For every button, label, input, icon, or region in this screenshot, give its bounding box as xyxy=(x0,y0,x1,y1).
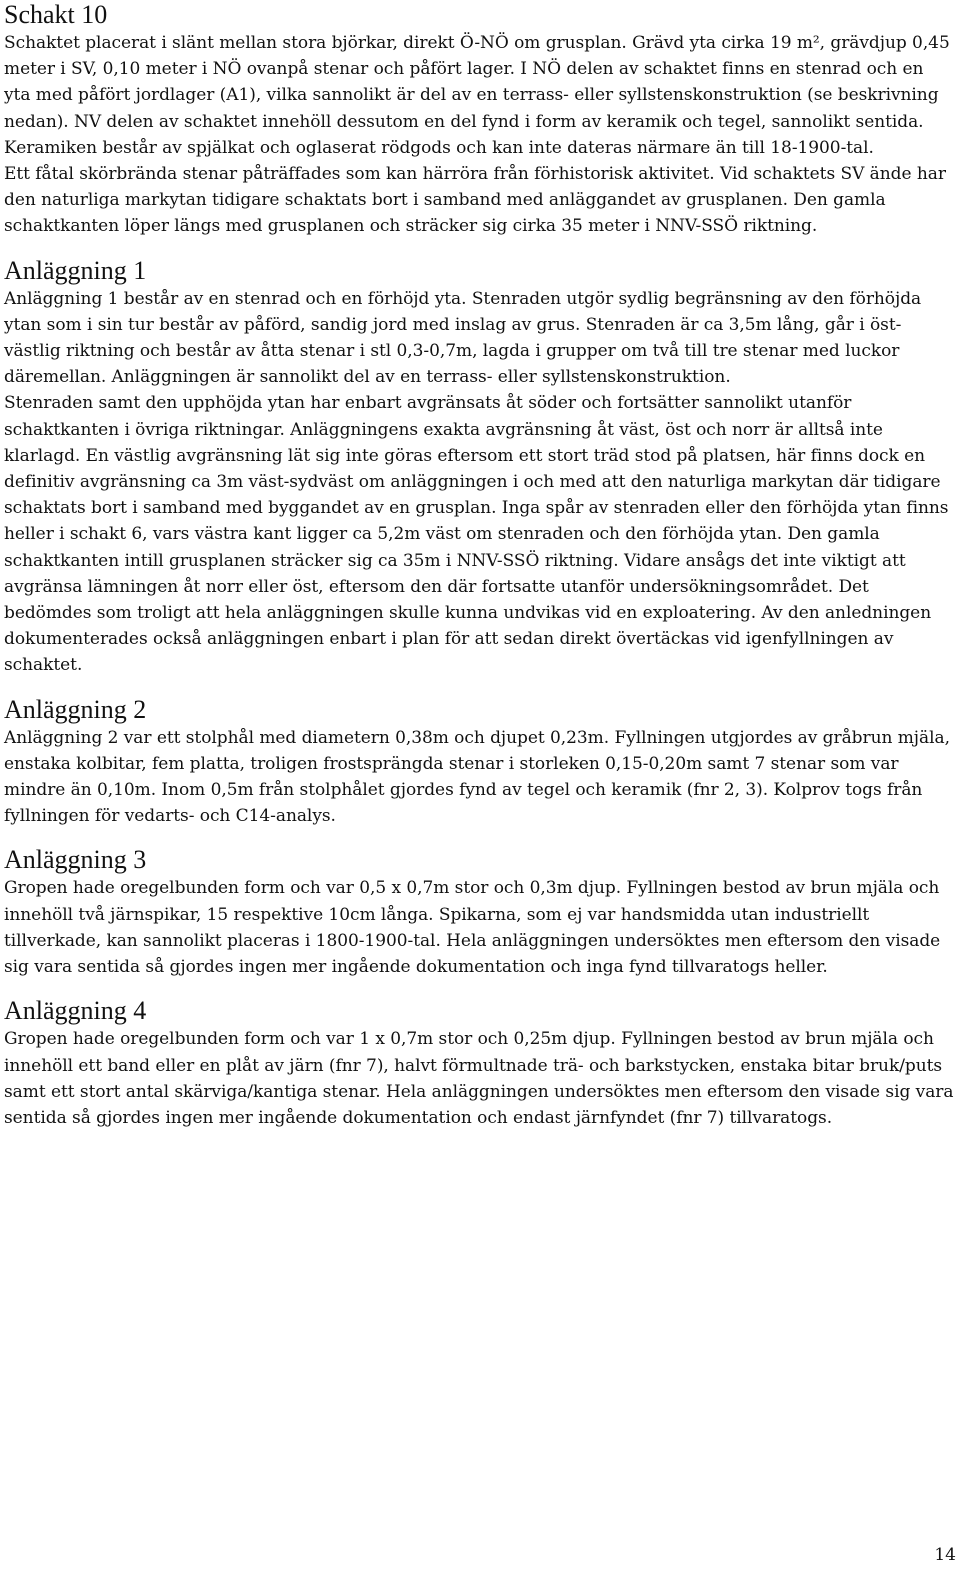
paragraph: Anläggning 1 består av en stenrad och en förhöjd yta. Stenraden utgör sydlig begränsning av den förhöjda ytan som i sin tur består av påförd, sandig jord med inslag av grus. Stenraden är ca 3,5m lång, går i öst-västlig riktning och består av åtta stenar i stl 0,3-0,7m, lagda i grupper om två till tre stenar med luckor däremellan. Anläggningen är sannolikt del av en terrass- eller syllstenskonstruktion. xyxy=(4,288,922,388)
section-heading: Anläggning 2 xyxy=(4,694,147,724)
paragraph: Stenraden samt den upphöjda ytan har enbart avgränsats åt söder och fortsätter sannolikt utanför schaktkanten i övriga riktningar. Anläggningens exakta avgränsning åt väst, öst och norr är alltså inte klarlagd. En västlig avgränsning lät sig inte göras eftersom ett stort träd stod på platsen, här finns dock en definitiv avgränsning ca 3m väst-sydväst om anläggningen i och med att den naturliga markytan där tidigare schaktats bort i samband med byggandet av en grusplan. Inga spår av stenraden eller den förhöjda ytan finns heller i schakt 6, vars västra kant ligger ca 5,2m väst om stenraden och den förhöjda ytan. Den gamla schaktkanten intill grusplanen sträcker sig ca 35m i NNV-SSÖ riktning. Vidare ansågs det inte viktigt att avgränsa lämningen åt norr eller öst, eftersom den där fortsatte utanför undersökningsområdet. Det bedömdes som troligt att hela anläggningen skulle kunna undvikas vid en exploatering. Av den anledningen dokumenterades också anläggningen enbart i plan för att sedan direkt övertäckas vid igenfyllningen av schaktet. xyxy=(4,393,949,676)
paragraph: Anläggning 2 var ett stolphål med diametern 0,38m och djupet 0,23m. Fyllningen utgjordes av gråbrun mjäla, enstaka kolbitar, fem platta, troligen frostsprängda stenar i storleken 0,15-0,20m samt 7 stenar som var mindre än 0,10m. Inom 0,5m från stolphålet gjordes fynd av tegel och keramik (fnr 2, 3). Kolprov togs från fyllningen för vedarts- och C14-analys. xyxy=(4,727,950,827)
section-anlaggning-1 xyxy=(4,256,954,679)
section-anlaggning-4 xyxy=(4,996,954,1131)
paragraph: Ett fåtal skörbrända stenar påträffades som kan härröra från förhistorisk aktivitet. Vid schaktets SV ände har den naturliga markytan tidigare schaktats bort i samband med anläggandet av grusplanen. Den gamla schaktkanten löper längs med grusplanen och sträcker sig cirka 35 meter i NNV-SSÖ riktning. xyxy=(4,164,946,237)
page-number: 14 xyxy=(934,1545,956,1565)
section-heading: Anläggning 1 xyxy=(4,255,147,285)
paragraph: Gropen hade oregelbunden form och var 0,5 x 0,7m stor och 0,3m djup. Fyllningen bestod av brun mjäla och innehöll två järnspikar, 15 respektive 10cm långa. Spikarna, som ej var handsmidda utan industriellt tillverkade, kan sannolikt placeras i 1800-1900-tal. Hela anläggningen undersöktes men eftersom den visade sig vara sentida så gjordes ingen mer ingående dokumentation och inga fynd tillvaratogs heller. xyxy=(4,878,941,978)
section-schakt-10 xyxy=(4,0,954,240)
section-heading: Anläggning 4 xyxy=(4,996,147,1026)
paragraph: Schaktet placerat i slänt mellan stora björkar, direkt Ö-NÖ om grusplan. Grävd yta cirka 19 m², grävdjup 0,45 meter i SV, 0,10 meter i NÖ ovanpå stenar och påfört lager. I NÖ delen av schaktet finns en stenrad och en yta med påfört jordlager (A1), vilka sannolikt är del av en terrass- eller syllstenskonstruktion (se beskrivning nedan). NV delen av schaktet innehöll dessutom en del fynd i form av keramik och tegel, sannolikt sentida. Keramiken består av spjälkat och oglaserat rödgods och kan inte dateras närmare än till 18-1900-tal. xyxy=(4,33,950,158)
paragraph: Gropen hade oregelbunden form och var 1 x 0,7m stor och 0,25m djup. Fyllningen bestod av brun mjäla och innehöll ett band eller en plåt av järn (fnr 7), halvt förmultnade trä- och barkstycken, enstaka bitar bruk/puts samt ett stort antal skärviga/kantiga stenar. Hela anläggningen undersöktes men eftersom den visade sig vara sentida så gjordes ingen mer ingående dokumentation och endast järnfyndet (fnr 7) tillvaratogs. xyxy=(4,1029,954,1128)
document-page xyxy=(4,0,954,1131)
section-anlaggning-2 xyxy=(4,695,954,830)
section-heading: Anläggning 3 xyxy=(4,845,147,875)
section-heading: Schakt 10 xyxy=(4,0,108,29)
section-anlaggning-3 xyxy=(4,845,954,980)
